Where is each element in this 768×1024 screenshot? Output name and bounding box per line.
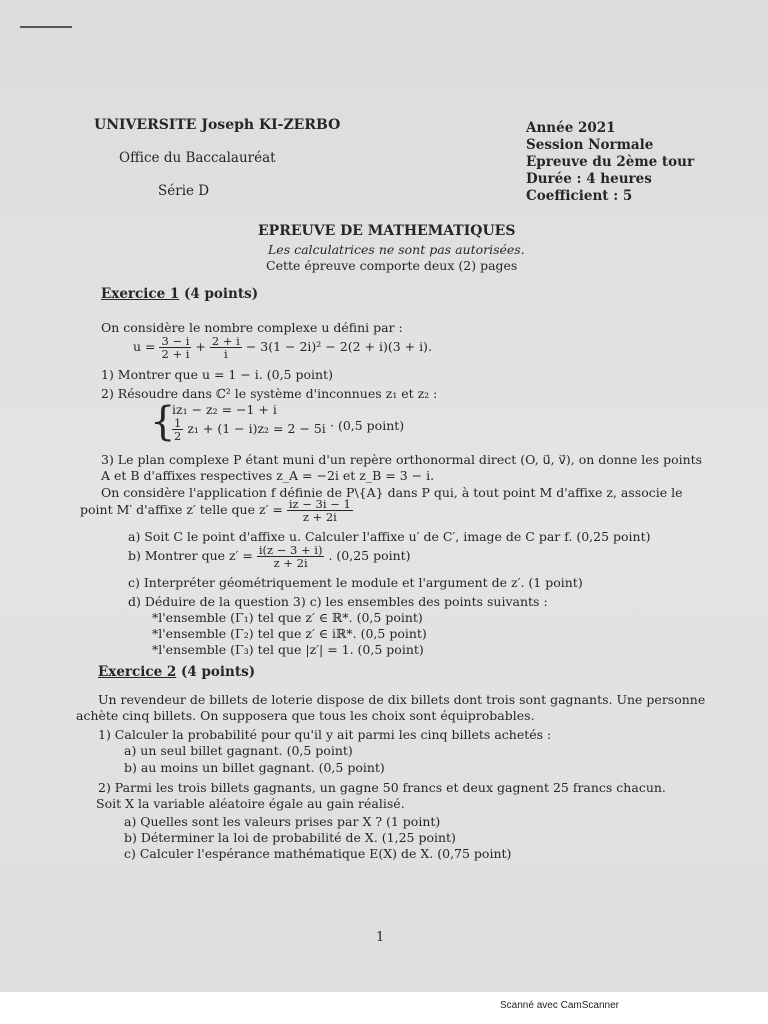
fraction-1-den: 2 + i (161, 347, 190, 361)
fraction-2-num: 2 + i (211, 334, 240, 348)
ex2-intro-line1: Un revendeur de billets de loterie dispose de dix billets dont trois sont gagnants. Une personne (98, 692, 706, 707)
ex2-question-1b: b) au moins un billet gagnant. (0,5 point) (124, 760, 385, 775)
annee-label: Année 2021 (526, 120, 616, 136)
page-number: 1 (376, 930, 385, 945)
exam-info-block (526, 120, 694, 205)
exercise1-points: (4 points) (184, 286, 259, 302)
duree-label: Durée : 4 heures (526, 171, 652, 187)
exercise2-label: Exercice 2 (98, 664, 177, 680)
q3-line4-text: point M′ d'affixe z′ telle que z′ = (80, 502, 283, 517)
q3b-points: . (0,25 point) (328, 548, 411, 563)
university-name: UNIVERSITE Joseph KI-ZERBO (94, 117, 341, 133)
exercise1-intro: On considère le nombre complexe u défini par : (101, 320, 403, 335)
equation-system (150, 399, 350, 446)
camscanner-footer: Scanné avec CamScanner (500, 1000, 619, 1011)
system-points: · (0,5 point) (330, 418, 405, 433)
fraction-1 (159, 335, 191, 360)
ex2-question-2a: a) Quelles sont les valeurs prises par X ? (1 point) (124, 814, 441, 829)
q3-fraction (287, 498, 353, 523)
ex1-question-3c: c) Interpréter géométriquement le module et l'argument de z′. (1 point) (128, 575, 583, 590)
ex1-question-3d: d) Déduire de la question 3) c) les ensembles des points suivants : (128, 594, 548, 609)
ex2-question-1a: a) un seul billet gagnant. (0,5 point) (124, 743, 353, 758)
ex1-question-3-line2: A et B d'affixes respectives z_A = −2i et z_B = 3 − i. (101, 468, 435, 483)
epreuve-tour-label: Epreuve du 2ème tour (526, 154, 695, 170)
exercise1-title (101, 286, 258, 302)
ex2-question-2c: c) Calculer l'espérance mathématique E(X) de X. (0,75 point) (124, 846, 512, 861)
half-den: 2 (174, 429, 182, 443)
u-eq-rest: − 3(1 − 2i)² − 2(2 + i)(3 + i). (245, 339, 432, 354)
calculator-note: Les calculatrices ne sont pas autorisées. (268, 242, 525, 257)
ex1-question-3a: a) Soit C le point d'affixe u. Calculer l'affixe u′ de C′, image de C par f. (0,25 point) (128, 529, 651, 544)
system-line-1: iz₁ − z₂ = −1 + i (172, 402, 277, 417)
ex1-question-3-line4 (80, 498, 353, 523)
exercise1-label: Exercice 1 (101, 286, 180, 302)
exercise2-title (98, 664, 255, 680)
q3-fraction-den: z + 2i (302, 510, 337, 524)
q3b-fraction (257, 544, 325, 569)
system-brace: { (150, 399, 176, 445)
q3-fraction-num: iz − 3i − 1 (288, 497, 351, 511)
u-eq-plus: + (195, 339, 206, 354)
half-num: 1 (174, 416, 182, 430)
system-line-2 (172, 417, 326, 442)
pages-note: Cette épreuve comporte deux (2) pages (266, 258, 518, 273)
scan-artifact-line (20, 26, 72, 28)
coefficient-label: Coefficient : 5 (526, 188, 633, 204)
q3b-fraction-num: i(z − 3 + i) (258, 543, 323, 557)
gamma-3: *l'ensemble (Γ₃) tel que |z′| = 1. (0,5 point) (152, 642, 424, 657)
q3b-fraction-den: z + 2i (273, 556, 308, 570)
serie-label: Série D (158, 183, 210, 199)
fraction-2 (210, 335, 242, 360)
system-line-2-text: z₁ + (1 − i)z₂ = 2 − 5i (187, 421, 326, 436)
fraction-1-num: 3 − i (161, 334, 190, 348)
u-definition (133, 335, 432, 360)
office-name: Office du Baccalauréat (119, 150, 276, 166)
ex2-intro-line2: achète cinq billets. On supposera que tous les choix sont équiprobables. (76, 708, 535, 723)
fraction-2-den: i (224, 347, 228, 361)
ex1-question-2: 2) Résoudre dans ℂ² le système d'inconnues z₁ et z₂ : (101, 386, 438, 401)
u-eq-lhs: u = (133, 339, 156, 354)
ex2-question-1: 1) Calculer la probabilité pour qu'il y ait parmi les cinq billets achetés : (98, 727, 552, 742)
half-fraction (172, 417, 183, 442)
ex1-question-3-line1: 3) Le plan complexe P étant muni d'un repère orthonormal direct (O, u⃗, v⃗), on donne les points (101, 452, 703, 467)
ex1-question-3b (128, 544, 411, 569)
session-label: Session Normale (526, 137, 654, 153)
gamma-1: *l'ensemble (Γ₁) tel que z′ ∈ ℝ*. (0,5 point) (152, 610, 423, 625)
ex2-question-2b: b) Déterminer la loi de probabilité de X. (1,25 point) (124, 830, 456, 845)
exercise2-points: (4 points) (181, 664, 256, 680)
ex2-question-2: 2) Parmi les trois billets gagnants, un gagne 50 francs et deux gagnent 25 francs chacun. (98, 780, 666, 795)
q3b-text: b) Montrer que z′ = (128, 548, 253, 563)
gamma-2: *l'ensemble (Γ₂) tel que z′ ∈ iℝ*. (0,5 point) (152, 626, 427, 641)
exam-title: EPREUVE DE MATHEMATIQUES (258, 223, 516, 239)
ex2-question-2-intro: Soit X la variable aléatoire égale au gain réalisé. (96, 796, 405, 811)
ex1-question-3-line3: On considère l'application f définie de P\{A} dans P qui, à tout point M d'affixe z, associe le (101, 485, 683, 500)
ex1-question-1: 1) Montrer que u = 1 − i. (0,5 point) (101, 367, 333, 382)
